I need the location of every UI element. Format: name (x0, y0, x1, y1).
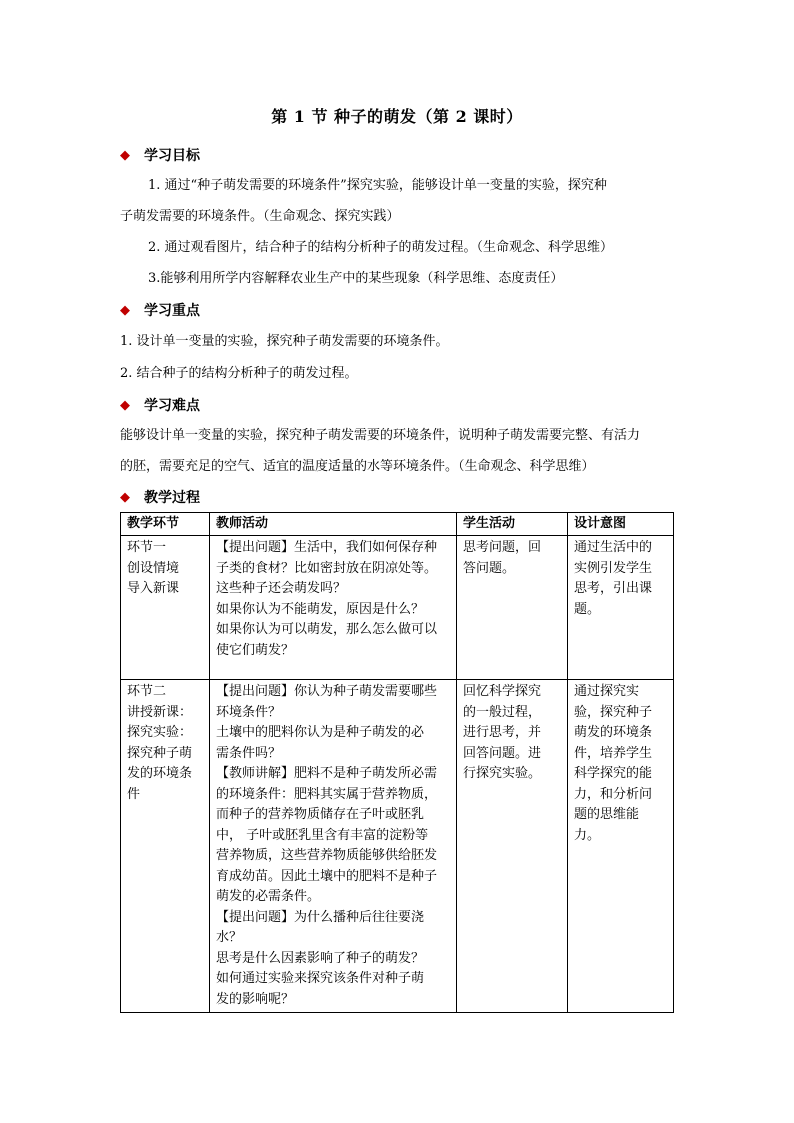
section-process-heading (120, 487, 200, 507)
text-line: 探究实验： (127, 725, 193, 740)
text-line: 子类的食材？比如密封放在阴凉处等。 (216, 560, 438, 576)
text-line: 题的思维能 (574, 807, 640, 822)
page-title: 第 1 节 种子的萌发（第 2 课时） (271, 107, 523, 126)
text-line: 需条件吗？ (216, 745, 282, 761)
text-line: 探究种子萌 (127, 745, 193, 761)
text-line: 发的影响呢？ (216, 991, 295, 1007)
goal-line-1: 1. 通过“种子萌发需要的环境条件”探究实验，能够设计单一变量的实验，探究种 (148, 178, 607, 193)
text-line: 通过探究实 (574, 684, 640, 699)
text-line: 件 (127, 786, 141, 802)
cell-student-activity (457, 536, 568, 680)
text-line: 答问题。 (463, 560, 516, 576)
header-student-activity: 学生活动 (457, 513, 568, 536)
text-line: 这些种子还会萌发吗？ (216, 581, 347, 596)
text-line: 【提出问题】为什么播种后往往要浇 (216, 909, 425, 925)
table-header-row (121, 513, 674, 536)
text-line: 环境条件？ (216, 704, 282, 720)
text-line: 【教师讲解】肥料不是种子萌发所必需 (216, 766, 438, 781)
difficulty-line-2: 的胚，需要充足的空气、适宜的温度适量的水等环境条件。（生命观念、科学思维） (120, 459, 595, 474)
cell-stage (121, 536, 210, 680)
text-line: 力，和分析问 (574, 786, 653, 802)
text-line: 育成幼苗。因此土壤中的肥料不是种子 (216, 868, 438, 884)
diamond-bullet-icon: ◆ (120, 302, 130, 318)
text-line: 回答问题。进 (463, 745, 542, 761)
cell-teacher-activity (210, 680, 457, 1013)
text-line: 营养物质，这些营养物质能够供给胚发 (216, 848, 438, 863)
text-line: 萌发的必需条件。 (216, 889, 321, 904)
cell-design-intent (568, 680, 674, 1013)
text-line: 而种子的营养物质储存在子叶或胚乳 (216, 807, 425, 822)
text-line: 讲授新课： (127, 704, 193, 720)
text-line: 通过生活中的 (574, 540, 653, 555)
keypoint-line-2: 2. 结合种子的结构分析种子的萌发过程。 (120, 366, 358, 381)
text-line: 行探究实验。 (463, 766, 542, 781)
text-line: 科学探究的能 (574, 766, 653, 781)
cell-stage (121, 680, 210, 1013)
goal-line-3: 2. 通过观看图片，结合种子的结构分析种子的萌发过程。（生命观念、科学思维） (148, 240, 614, 255)
text-line: 水？ (216, 930, 243, 945)
teaching-process-table (120, 512, 674, 1013)
diamond-bullet-icon: ◆ (120, 147, 130, 163)
section-difficulties-heading (120, 395, 200, 415)
table-row (121, 680, 674, 1013)
goal-line-4: 3.能够利用所学内容解释农业生产中的某些现象（科学思维、态度责任） (148, 271, 564, 286)
text-line: 土壤中的肥料你认为是种子萌发的必 (216, 725, 425, 740)
header-teacher-activity: 教师活动 (210, 513, 457, 536)
table-row (121, 536, 674, 680)
section-goals-heading (120, 145, 200, 165)
cell-teacher-activity (210, 536, 457, 680)
text-line: 实例引发学生 (574, 560, 653, 576)
keypoint-line-1: 1. 设计单一变量的实验，探究种子萌发需要的环境条件。 (120, 334, 449, 349)
text-line: 思考是什么因素影响了种子的萌发？ (216, 950, 425, 966)
cell-student-activity (457, 680, 568, 1013)
diamond-bullet-icon: ◆ (120, 489, 130, 505)
text-line: 使它们萌发？ (216, 642, 295, 658)
text-line: 题。 (574, 601, 601, 617)
section-keypoints-heading (120, 300, 200, 320)
text-line: 件，培养学生 (574, 745, 653, 761)
text-line: 中， 子叶或胚乳里含有丰富的淀粉等 (216, 827, 429, 843)
difficulty-line-1: 能够设计单一变量的实验，探究种子萌发需要的环境条件，说明种子萌发需要完整、有活力 (120, 428, 641, 443)
text-line: 如果你认为不能萌发，原因是什么？ (216, 601, 425, 617)
text-line: 萌发的环境条 (574, 725, 653, 740)
text-line: 回忆科学探究 (463, 684, 542, 699)
text-line: 的一般过程， (463, 704, 542, 720)
section-heading-text: 学习目标 (144, 148, 200, 164)
text-line: 力。 (574, 827, 601, 843)
text-line: 导入新课 (127, 581, 180, 596)
text-line: 环节一 (127, 540, 167, 555)
section-heading-text: 学习难点 (144, 398, 200, 414)
goal-line-2: 子萌发需要的环境条件。（生命观念、探究实践） (120, 209, 400, 224)
section-heading-text: 教学过程 (144, 490, 200, 506)
header-design-intent: 设计意图 (568, 513, 674, 536)
text-line: 的环境条件：肥料其实属于营养物质， (216, 786, 438, 802)
diamond-bullet-icon: ◆ (120, 397, 130, 413)
text-line: 如果你认为可以萌发，那么怎么做可以 (216, 622, 438, 637)
text-line: 发的环境条 (127, 766, 193, 781)
text-line: 【提出问题】你认为种子萌发需要哪些 (216, 684, 438, 699)
text-line: 如何通过实验来探究该条件对种子萌 (216, 971, 425, 986)
text-line: 思考，引出课 (574, 581, 653, 596)
text-line: 进行思考，并 (463, 725, 542, 740)
text-line: 创设情境 (127, 560, 180, 576)
text-line: 思考问题，回 (463, 540, 542, 555)
header-stage: 教学环节 (121, 513, 210, 536)
section-heading-text: 学习重点 (144, 303, 200, 319)
text-line: 验，探究种子 (574, 704, 653, 720)
text-line: 环节二 (127, 684, 167, 699)
text-line: 【提出问题】生活中，我们如何保存种 (216, 540, 438, 555)
cell-design-intent (568, 536, 674, 680)
